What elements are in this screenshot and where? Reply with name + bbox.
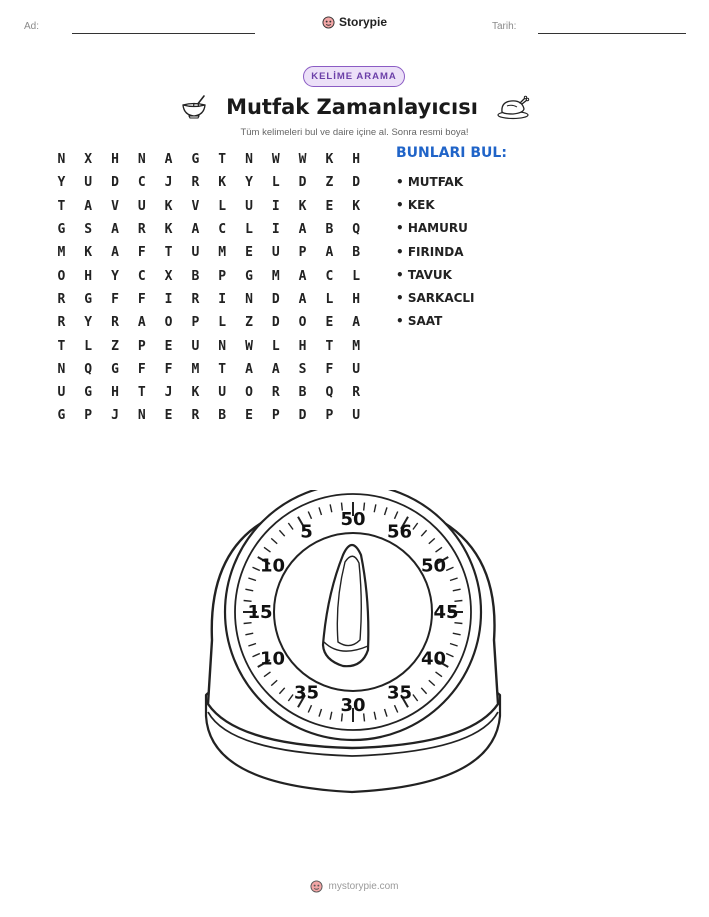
word-list-item: • FIRINDA <box>396 244 464 259</box>
grid-letter[interactable]: R <box>191 408 200 424</box>
grid-letter[interactable]: A <box>352 315 361 331</box>
grid-letter[interactable]: N <box>245 152 253 168</box>
word-list-item: • KEK <box>396 197 435 212</box>
grid-letter[interactable]: Y <box>84 315 93 331</box>
grid-letter[interactable]: E <box>164 338 173 354</box>
grid-row <box>48 358 370 381</box>
footer-url: mystorypie.com <box>328 881 399 892</box>
grid-letter[interactable]: C <box>325 268 334 284</box>
grid-letter[interactable]: D <box>298 175 307 191</box>
grid-letter[interactable]: Z <box>111 338 119 354</box>
grid-letter[interactable]: O <box>57 268 66 284</box>
grid-letter[interactable]: E <box>325 315 334 331</box>
grid-letter[interactable]: A <box>84 198 93 214</box>
grid-letter[interactable]: P <box>298 245 307 261</box>
grid-letter[interactable]: J <box>164 175 173 191</box>
grid-letter[interactable]: A <box>245 361 253 377</box>
grid-letter[interactable]: M <box>218 245 227 261</box>
grid-letter[interactable]: X <box>164 268 173 284</box>
grid-letter[interactable]: D <box>271 315 280 331</box>
word-list-item: • HAMURU <box>396 221 468 236</box>
grid-letter[interactable]: U <box>218 385 227 401</box>
grid-letter[interactable]: U <box>57 385 66 401</box>
grid-letter[interactable]: L <box>245 222 253 238</box>
grid-letter[interactable]: R <box>57 291 66 307</box>
grid-letter[interactable]: E <box>245 245 253 261</box>
date-line <box>538 33 686 34</box>
grid-letter[interactable]: T <box>57 198 66 214</box>
roast-chicken-icon <box>496 94 530 120</box>
grid-letter[interactable]: L <box>271 175 280 191</box>
brand-name: Storypie <box>339 15 388 29</box>
grid-letter[interactable]: R <box>352 385 361 401</box>
grid-letter[interactable]: Q <box>352 222 361 238</box>
dial-number: 15 <box>247 602 273 623</box>
grid-letter[interactable]: T <box>57 338 66 354</box>
grid-letter[interactable]: H <box>111 152 119 168</box>
grid-row <box>48 241 370 264</box>
grid-row <box>48 264 370 287</box>
activity-badge: KELİME ARAMA <box>303 66 405 87</box>
grid-letter[interactable]: F <box>137 245 146 261</box>
grid-letter[interactable]: N <box>137 152 146 168</box>
dial-number: 10 <box>259 555 286 577</box>
bowl-icon <box>180 94 208 120</box>
grid-letter[interactable]: T <box>164 245 173 261</box>
grid-letter[interactable]: G <box>245 268 253 284</box>
grid-letter[interactable]: G <box>57 222 66 238</box>
grid-letter[interactable]: Q <box>84 361 93 377</box>
word-search-grid <box>48 148 370 428</box>
grid-letter[interactable]: Q <box>325 385 334 401</box>
dial-number: 50 <box>420 555 447 577</box>
grid-letter[interactable]: H <box>352 291 361 307</box>
grid-letter[interactable]: R <box>191 175 200 191</box>
word-list-item: • TAVUK <box>396 267 452 282</box>
grid-letter[interactable]: B <box>325 222 334 238</box>
grid-letter[interactable]: M <box>271 268 280 284</box>
grid-row <box>48 288 370 311</box>
grid-letter[interactable]: U <box>352 361 361 377</box>
find-list-title: BUNLARI BUL: <box>396 145 507 161</box>
grid-letter[interactable]: A <box>111 222 119 238</box>
grid-letter[interactable]: A <box>298 268 307 284</box>
grid-letter[interactable]: U <box>271 245 280 261</box>
grid-letter[interactable]: F <box>111 291 119 307</box>
grid-row <box>48 334 370 357</box>
grid-letter[interactable]: U <box>84 175 93 191</box>
grid-letter[interactable]: A <box>271 361 280 377</box>
word-list-item: • SAAT <box>396 314 443 329</box>
grid-letter[interactable]: K <box>84 245 93 261</box>
instructions: Tüm kelimeleri bul ve daire içine al. Sonra resmi boya! <box>240 127 469 138</box>
grid-letter[interactable]: K <box>218 175 227 191</box>
date-label: Tarih: <box>492 21 517 32</box>
grid-letter[interactable]: A <box>298 291 307 307</box>
grid-letter[interactable]: V <box>191 198 200 214</box>
grid-letter[interactable]: G <box>57 408 66 424</box>
grid-letter[interactable]: U <box>191 338 200 354</box>
grid-letter[interactable]: L <box>84 338 93 354</box>
grid-letter[interactable]: Z <box>245 315 253 331</box>
grid-letter[interactable]: P <box>137 338 146 354</box>
grid-letter[interactable]: F <box>137 361 146 377</box>
grid-letter[interactable]: K <box>325 152 334 168</box>
grid-letter[interactable]: O <box>298 315 307 331</box>
dial-number: 45 <box>433 602 459 623</box>
grid-letter[interactable]: B <box>352 245 361 261</box>
grid-letter[interactable]: D <box>352 175 361 191</box>
grid-letter[interactable]: I <box>271 198 280 214</box>
kitchen-timer-illustration <box>200 490 508 802</box>
grid-letter[interactable]: L <box>218 315 227 331</box>
grid-letter[interactable]: N <box>137 408 146 424</box>
grid-letter[interactable]: C <box>137 175 146 191</box>
grid-letter[interactable]: D <box>271 291 280 307</box>
grid-letter[interactable]: M <box>352 338 361 354</box>
grid-letter[interactable]: W <box>245 338 253 354</box>
grid-letter[interactable]: U <box>191 245 200 261</box>
dial-number: 35 <box>293 682 320 704</box>
grid-row <box>48 171 370 194</box>
grid-letter[interactable]: P <box>271 408 280 424</box>
grid-letter[interactable]: F <box>164 361 173 377</box>
grid-letter[interactable]: R <box>57 315 66 331</box>
grid-letter[interactable]: A <box>191 222 200 238</box>
grid-letter[interactable]: R <box>271 385 280 401</box>
grid-letter[interactable]: K <box>164 198 173 214</box>
page-title: Mutfak Zamanlayıcısı <box>226 95 478 119</box>
word-list <box>396 170 475 333</box>
dial-number: 40 <box>420 648 447 670</box>
grid-letter[interactable]: R <box>137 222 146 238</box>
dial-number: 10 <box>259 648 286 670</box>
grid-letter[interactable]: L <box>352 268 361 284</box>
grid-letter[interactable]: J <box>111 408 119 424</box>
grid-letter[interactable]: S <box>84 222 93 238</box>
grid-letter[interactable]: I <box>218 291 227 307</box>
grid-letter[interactable]: M <box>191 361 200 377</box>
grid-row <box>48 381 370 404</box>
grid-letter[interactable]: R <box>111 315 119 331</box>
name-line <box>72 33 255 34</box>
grid-letter[interactable]: E <box>164 408 173 424</box>
grid-letter[interactable]: O <box>245 385 253 401</box>
grid-letter[interactable]: E <box>325 198 334 214</box>
grid-letter[interactable]: B <box>191 268 200 284</box>
grid-letter[interactable]: K <box>164 222 173 238</box>
grid-letter[interactable]: R <box>191 291 200 307</box>
grid-letter[interactable]: K <box>352 198 361 214</box>
dial-number: 35 <box>386 682 413 704</box>
grid-letter[interactable]: W <box>298 152 307 168</box>
grid-letter[interactable]: N <box>218 338 227 354</box>
grid-letter[interactable]: F <box>325 361 334 377</box>
grid-letter[interactable]: E <box>245 408 253 424</box>
grid-letter[interactable]: I <box>164 291 173 307</box>
grid-letter[interactable]: L <box>218 198 227 214</box>
grid-letter[interactable]: H <box>352 152 361 168</box>
footer <box>0 880 709 893</box>
grid-letter[interactable]: A <box>137 315 146 331</box>
grid-letter[interactable]: U <box>352 408 361 424</box>
grid-letter[interactable]: P <box>218 268 227 284</box>
grid-letter[interactable]: N <box>57 361 66 377</box>
grid-letter[interactable]: D <box>298 408 307 424</box>
grid-row <box>48 195 370 218</box>
grid-letter[interactable]: A <box>111 245 119 261</box>
storypie-logo-icon <box>322 16 335 29</box>
dial-number: 56 <box>386 521 413 543</box>
grid-letter[interactable]: U <box>137 198 146 214</box>
grid-letter[interactable]: P <box>84 408 93 424</box>
grid-letter[interactable]: A <box>164 152 173 168</box>
dial-number: 30 <box>340 695 366 716</box>
grid-letter[interactable]: L <box>271 338 280 354</box>
grid-letter[interactable]: B <box>298 385 307 401</box>
grid-letter[interactable]: G <box>111 361 119 377</box>
dial-number: 50 <box>340 509 366 530</box>
grid-letter[interactable]: M <box>57 245 66 261</box>
grid-letter[interactable]: F <box>137 291 146 307</box>
dial-number: 5 <box>300 521 313 543</box>
grid-letter[interactable]: H <box>111 385 119 401</box>
grid-row <box>48 311 370 334</box>
grid-letter[interactable]: A <box>325 245 334 261</box>
grid-letter[interactable]: W <box>271 152 280 168</box>
grid-letter[interactable]: S <box>298 361 307 377</box>
title-row <box>180 92 530 122</box>
grid-letter[interactable]: T <box>137 385 146 401</box>
grid-letter[interactable]: V <box>111 198 119 214</box>
name-label: Ad: <box>24 21 40 32</box>
grid-letter[interactable]: T <box>325 338 334 354</box>
grid-letter[interactable]: P <box>325 408 334 424</box>
grid-letter[interactable]: G <box>84 385 93 401</box>
grid-letter[interactable]: T <box>218 152 227 168</box>
grid-letter[interactable]: X <box>84 152 93 168</box>
grid-letter[interactable]: H <box>84 268 93 284</box>
grid-letter[interactable]: K <box>191 385 200 401</box>
grid-letter[interactable]: L <box>325 291 334 307</box>
storypie-logo-icon <box>310 880 323 893</box>
grid-letter[interactable]: A <box>298 222 307 238</box>
grid-row <box>48 148 370 171</box>
grid-letter[interactable]: G <box>191 152 200 168</box>
grid-letter[interactable]: T <box>218 361 227 377</box>
grid-letter[interactable]: G <box>84 291 93 307</box>
word-list-item: • MUTFAK <box>396 174 464 189</box>
brand <box>322 15 387 29</box>
grid-letter[interactable]: B <box>218 408 227 424</box>
grid-letter[interactable]: O <box>164 315 173 331</box>
grid-letter[interactable]: N <box>57 152 66 168</box>
grid-letter[interactable]: J <box>164 385 173 401</box>
grid-letter[interactable]: I <box>271 222 280 238</box>
grid-letter[interactable]: Y <box>57 175 66 191</box>
grid-letter[interactable]: C <box>218 222 227 238</box>
grid-letter[interactable]: H <box>298 338 307 354</box>
grid-letter[interactable]: U <box>245 198 253 214</box>
grid-letter[interactable]: Y <box>111 268 119 284</box>
grid-letter[interactable]: C <box>137 268 146 284</box>
grid-letter[interactable]: P <box>191 315 200 331</box>
grid-letter[interactable]: Z <box>325 175 334 191</box>
grid-letter[interactable]: N <box>245 291 253 307</box>
grid-letter[interactable]: K <box>298 198 307 214</box>
word-list-item: • SARKACLI <box>396 291 475 306</box>
grid-letter[interactable]: Y <box>245 175 253 191</box>
grid-row <box>48 404 370 427</box>
grid-row <box>48 218 370 241</box>
grid-letter[interactable]: D <box>111 175 119 191</box>
